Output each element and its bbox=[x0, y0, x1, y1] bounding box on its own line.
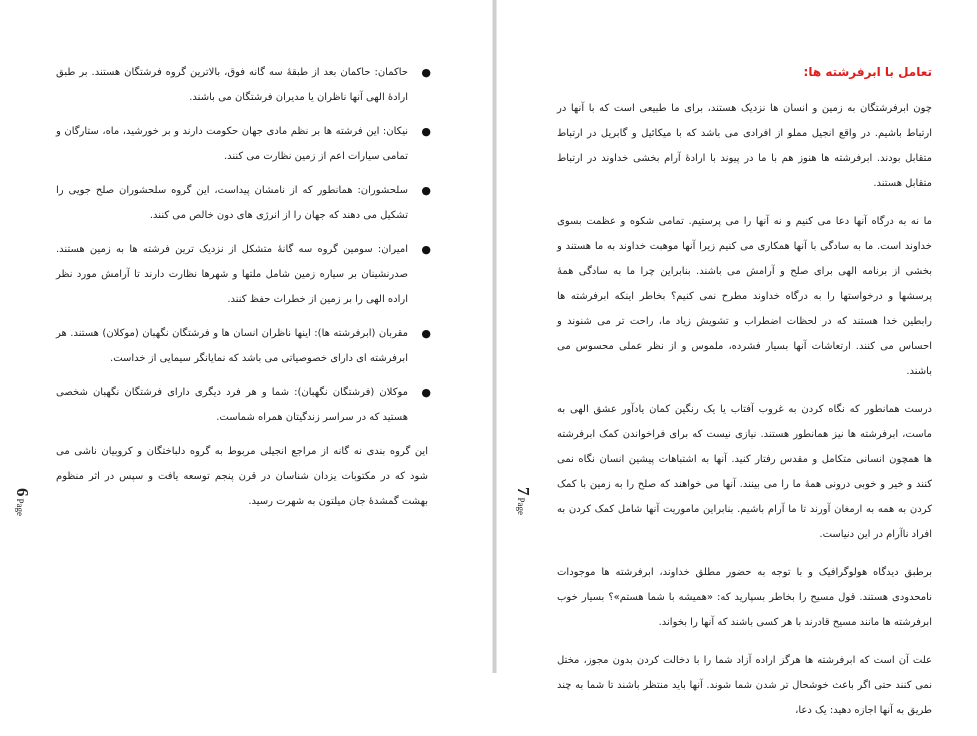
body-paragraph: ما نه به درگاه آنها دعا می کنیم و نه آنها را می پرستیم. تمامی شکوه و عظمت بسوی خداوند است. ما به سادگی با آنها همکاری می کنیم زیرا آنها موهبت خداوند به ما هستند و بخشی از برنامه الهی برای صلح و آرامش می باشند. بنابراین چرا ما به سادگی همهٔ پرسشها و درخواستها را به درگاه خداوند مطرح نمی کنیم؟ بخاطر اینکه ابرفرشته ها رابطین خدا هستند که در لحظات اضطراب و تشویش زیاد ما، راحت تر می شنوند و احساس می کنند. ارتعاشات آنها بسیار فشرده، ملموس و از نظر عملی محسوس می باشند. bbox=[557, 216, 932, 377]
list-item-text: امیران: سومین گروه سه گانهٔ متشکل از نزدیک ترین فرشته ها به زمین هستند. صدرنشینان بر سیاره زمین شامل ملتها و شهرها نظارت دارند تا آرامش مورد نظر اراده الهی را بر زمین از خطرات حفظ کنند. bbox=[56, 244, 408, 305]
closing-paragraph: این گروه بندی نه گانه از مراجع انجیلی مربوط به گروه دلباختگان و کروبیان ناشی می شود که در مکتوبات یزدان شناسان در قرن پنجم توسعه یافت و سپس در اثر منظوم بهشت گمشدهٔ جان میلتون به شهرت رسید. bbox=[56, 446, 428, 507]
bullet-icon: ● bbox=[421, 243, 431, 256]
right-page-text bbox=[557, 60, 932, 736]
body-paragraph: چون ابرفرشتگان به زمین و انسان ها نزدیک هستند، برای ما طبیعی است که با آنها در ارتباط باشیم. در واقع انجیل مملو از افرادی می باشد که با میکائیل و گابریل در ارتباط متقابل بودند. ابرفرشته ها هنوز هم با ما در پیوند با ارادهٔ آرام بخشی خداوند در ارتباط متقابل هستند. bbox=[557, 103, 932, 189]
page-number: 7 bbox=[514, 487, 533, 496]
bullet-icon: ● bbox=[421, 184, 431, 197]
bullet-icon: ● bbox=[421, 327, 431, 340]
bullet-icon: ● bbox=[421, 386, 431, 399]
left-page-text bbox=[56, 60, 431, 527]
bullet-icon: ● bbox=[421, 66, 431, 79]
hierarchy-list bbox=[56, 60, 431, 430]
list-item bbox=[56, 178, 431, 228]
list-item-text: موکلان (فرشتگان نگهبان): شما و هر فرد دیگری دارای فرشتگان نگهبان شخصی هستید که در سراسر زندگیتان همراه شماست. bbox=[56, 387, 408, 423]
section-heading: تعامل با ابرفرشته ها: bbox=[803, 65, 932, 79]
list-item-text: نیکان: این فرشته ها بر نظم مادی جهان حکومت دارند و بر خورشید، ماه، ستارگان و تمامی سیارات اعم از زمین نظارت می کنند. bbox=[56, 126, 408, 162]
right-page bbox=[497, 0, 977, 716]
page-label: Page bbox=[516, 497, 526, 515]
body-paragraph: علت آن است که ابرفرشته ها هرگز اراده آزاد شما را با دخالت کردن بدون مجوز، مختل نمی کنند حتی اگر باعث خوشحال تر شدن شما شوند. آنها باید منتظر باشند تا شما به چند طریق به آنها اجازه دهید: یک دعا، bbox=[557, 655, 932, 716]
bullet-icon: ● bbox=[421, 125, 431, 138]
list-item bbox=[56, 380, 431, 430]
right-page-number bbox=[513, 487, 533, 515]
list-item-text: سلحشوران: همانطور که از نامشان پیداست، این گروه سلحشوران صلح جویی را تشکیل می دهند که جهان را از انرژی های دون خالص می کنند. bbox=[56, 185, 408, 221]
list-item-text: مقربان (ابرفرشته ها): اینها ناظران انسان ها و فرشتگان نگهبان (موکلان) هستند. هر ابرفرشته ای دارای خصوصیاتی می باشد که نمایانگر سیمایی از خداست. bbox=[56, 328, 408, 364]
page-number: 6 bbox=[13, 488, 32, 497]
list-item bbox=[56, 119, 431, 169]
list-item bbox=[56, 321, 431, 371]
body-paragraph: برطبق دیدگاه هولوگرافیک و با توجه به حضور مطلق خداوند، ابرفرشته ها موجودات نامحدودی هستند. قول مسیح را بخاطر بسپارید که: «همیشه با شما هستم»؟ بسیار خوب ابرفرشته ها مانند مسیح قادرند با هر کسی باشند که آنها را بخواند. bbox=[557, 567, 932, 628]
left-page-number bbox=[12, 488, 32, 516]
list-item-text: حاکمان: حاکمان بعد از طبقهٔ سه گانه فوق، بالاترین گروه فرشتگان هستند. بر طبق ارادهٔ الهی آنها ناظران یا مدیران فرشتگان می باشند. bbox=[56, 67, 408, 103]
body-paragraph: درست همانطور که نگاه کردن به غروب آفتاب یا یک رنگین کمان یادآور عشق الهی به ماست، ابرفرشته ها نیز همانطور هستند. نیازی نیست که برای فراخواندن کمک ابرفرشته ها همچون انسانی متکامل و مقدس رفتار کنید. آنها به اشتباهات پیشین انسان نگاه نمی کنند و خیر و خوبی درونی همهٔ ما را می بینند. آنها می خواهند که صلح را به زمین با کمک کردن به همه به ارمغان آورند تا ما آرام باشیم. بنابراین ماموریت آنها شامل کمک کردن به افراد ناآرام در این دنیاست. bbox=[557, 404, 932, 540]
left-page bbox=[0, 0, 490, 673]
list-item bbox=[56, 237, 431, 312]
page-label: Page bbox=[15, 498, 25, 516]
list-item bbox=[56, 60, 431, 110]
